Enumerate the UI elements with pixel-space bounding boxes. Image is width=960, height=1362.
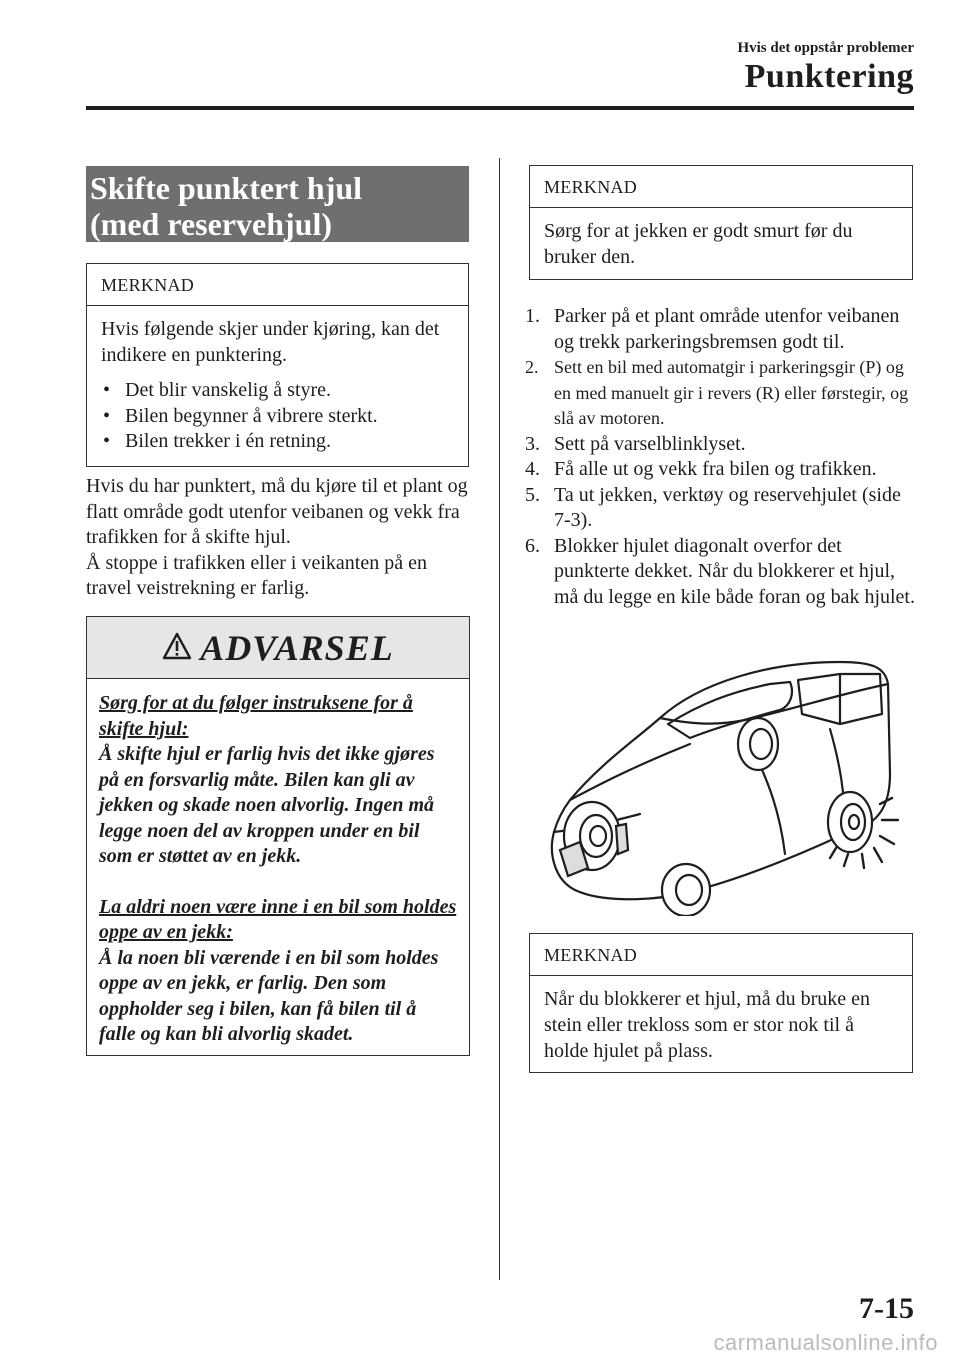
list-item: 5. Ta ut jekken, verktøy og reservehjulet (side 7-3). <box>525 483 901 531</box>
note-heading: MERKNAD <box>530 166 912 208</box>
warning-text: Å la noen bli værende i en bil som holdes oppe av en jekk, er farlig. Den som oppholder seg i bilen, kan få bilen til å falle og kan bli alvorlig skadet. <box>99 946 439 1045</box>
warning-title: ADVARSEL <box>200 628 394 668</box>
chapter-title: Hvis det oppstår problemer <box>737 40 914 56</box>
note-text: Når du blokkerer et hjul, må du bruke en stein eller trekloss som er stor nok til å holde hjulet på plass. <box>544 988 871 1062</box>
bullet-icon: • <box>103 430 111 452</box>
note-intro: Hvis følgende skjer under kjøring, kan det indikere en punktering. <box>101 318 440 366</box>
warning-triangle-icon <box>162 632 192 665</box>
warning-text: Å skifte hjul er farlig hvis det ikke gjøres på en forsvarlig måte. Bilen kan gli av jekken og skade noen alvorlig. Ingen må legge noen del av kroppen under en bil som er støttet av en jekk. <box>99 743 435 867</box>
note-heading: MERKNAD <box>87 264 468 306</box>
note-body <box>87 306 468 455</box>
list-item: • Det blir vanskelig å styre. <box>101 378 454 404</box>
section-title: Punktering <box>744 58 914 95</box>
header-rule <box>86 106 914 110</box>
intro-paragraph: Hvis du har punktert, må du kjøre til et plant og flatt område godt utenfor veibanen og vekk fra trafikken for å skifte hjul. <box>86 475 468 548</box>
page-title-line-2: (med reservehjul) <box>90 206 332 242</box>
note-body <box>530 208 912 270</box>
note-box-chock <box>529 933 913 1073</box>
warning-subheading: Sørg for at du følger instruksene for å skifte hjul: <box>99 692 413 740</box>
note-heading: MERKNAD <box>530 934 912 976</box>
warning-box <box>86 616 470 1056</box>
watermark: carmanualsonline.info <box>713 1330 938 1355</box>
page-title-line-1: Skifte punktert hjul <box>90 170 363 206</box>
list-item: • Bilen begynner å vibrere sterkt. <box>101 404 454 430</box>
note-body <box>530 976 912 1064</box>
list-item: 4. Få alle ut og vekk fra bilen og trafikken. <box>525 458 877 480</box>
bullet-icon: • <box>103 404 111 427</box>
warning-subheading: La aldri noen være inne i en bil som holdes oppe av en jekk: <box>99 895 457 943</box>
page-number: 7-15 <box>859 1292 914 1325</box>
car-wheel-chock-illustration <box>540 654 920 916</box>
note-text: Sørg for at jekken er godt smurt før du bruker den. <box>544 220 853 268</box>
step-list <box>525 304 920 610</box>
note-box-jack <box>529 165 913 280</box>
intro-paragraph: Å stoppe i trafikken eller i veikanten på en travel veistrekning er farlig. <box>86 551 427 599</box>
page-title <box>86 166 469 242</box>
list-item: • Bilen trekker i én retning. <box>101 429 454 455</box>
bullet-list <box>101 378 454 455</box>
intro-text <box>86 474 472 602</box>
note-box-symptoms <box>86 263 469 467</box>
warning-body <box>87 679 469 1048</box>
column-divider <box>499 158 500 1280</box>
list-item: 2. Sett en bil med automatgir i parkeringsgir (P) og en med manuelt gir i revers (R) eller førstegir, og slå av motoren. <box>525 357 909 428</box>
warning-header <box>87 617 469 679</box>
list-item: 3. Sett på varselblinklyset. <box>525 432 746 455</box>
list-item: 6. Blokker hjulet diagonalt overfor det punkterte dekket. Når du blokkerer et hjul, må du legge en kile både foran og bak hjulet. <box>525 534 915 608</box>
list-item: 1. Parker på et plant område utenfor veibanen og trekk parkeringsbremsen godt til. <box>525 305 900 353</box>
bullet-icon: • <box>103 379 111 401</box>
